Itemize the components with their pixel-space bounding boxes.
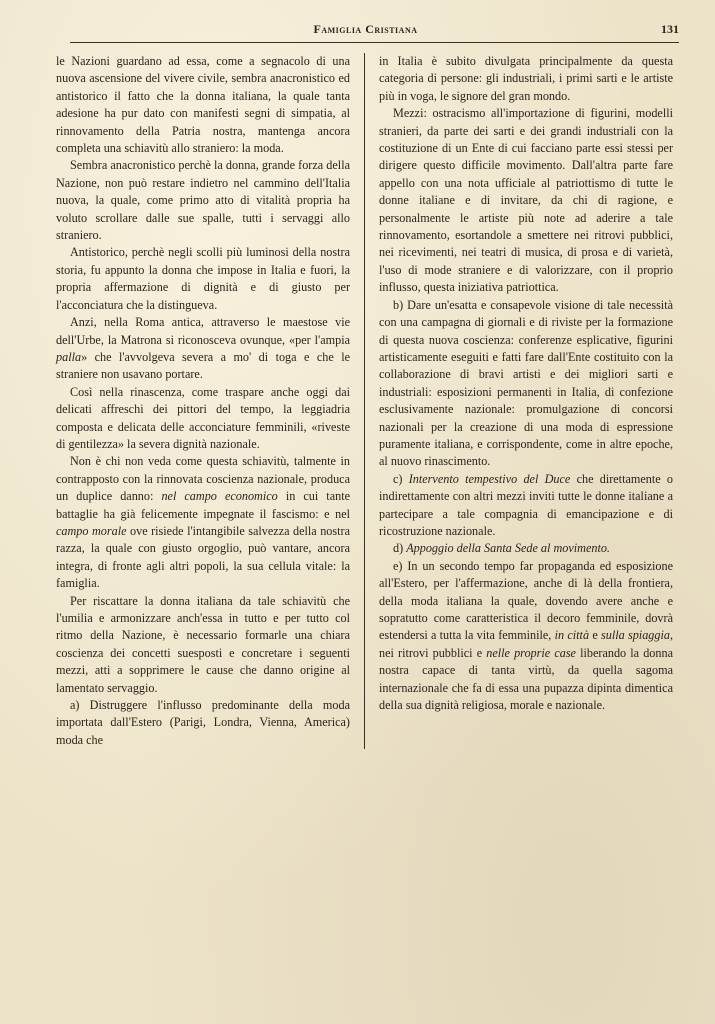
paragraph xyxy=(56,453,350,592)
italic-term: nelle proprie case xyxy=(486,645,576,660)
paragraph: a) Distruggere l'influsso predominante della moda importata dall'Estero (Parigi, Londra, Vienna, America) moda che xyxy=(56,698,350,747)
page-header xyxy=(70,22,679,43)
text-run: Anzi, nella Roma antica, attraverso le maestose vie dell'Urbe, la Matrona si riconosceva ovunque, «per l'ampia xyxy=(56,315,350,347)
paragraph xyxy=(379,558,673,715)
text-run: » che l'avvolgeva severa a mo' di toga e che le straniere non usavano portare. xyxy=(56,349,350,382)
italic-term: nel campo economico xyxy=(161,489,278,504)
paragraph xyxy=(379,540,673,557)
paragraph: Per riscattare la donna italiana da tale schiavitù che l'umilia e armonizzare anch'essa in tutto e per tutto col ritmo della Nazione, è necessario formarle una chiara coscienza dei concetti suesposti e concretare i seguenti mezzi, atti a sopprimere le cause che danno origine al lamentato servaggio. xyxy=(56,593,350,695)
paragraph: le Nazioni guardano ad essa, come a segnacolo di una nuova ascensione del vivere civile, sembra anacronistico ed antistorico il fatto che la donna italiana, la quale tanta adesione ha pur dato con manifesti segni di simpatia, al rinnovamento della Patria nostra, mantenga ancora completa una schiavitù allo straniero: la moda. xyxy=(56,54,350,156)
italic-term: palla xyxy=(56,349,82,364)
italic-term: Appoggio della Santa Sede al movimento. xyxy=(406,541,610,556)
right-column xyxy=(364,53,673,749)
running-title: Famiglia Cristiana xyxy=(313,22,418,36)
paragraph: Mezzi: ostracismo all'importazione di figurini, modelli stranieri, da parte dei sarti e dei grandi industriali con la costituzione di un Ente di cui facciano parte essi stessi per dirigere questo difficile movimento. Dall'altra parte fare appello con una nota ufficiale al patriottismo di tutte le donne italiane e di invitare, da chi di ragione, e personalmente le artiste più note ad aderire a tale rinnovamento, esortandole a smettere nei ritrovi pubblici, nei ricevimenti, nei teatri di musica, di prosa e di varietà, l'uso di mode straniere e di valorizzare, con il proprio influsso, questa iniziativa patriottica. xyxy=(379,106,673,295)
text-run: c) xyxy=(393,471,409,486)
italic-term: campo morale xyxy=(56,523,127,538)
text-run: ove risiede l'intangibile salvezza della nostra razza, la quale con giusto orgoglio, può vantare, ancora integra, di fronte agli altri popoli, la sua cellula vitale: la famiglia. xyxy=(56,523,350,591)
text-run: e xyxy=(589,628,601,643)
text-columns xyxy=(56,53,679,749)
text-run: d) xyxy=(393,541,407,556)
paragraph: Sembra anacronistico perchè la donna, grande forza della Nazione, non può restare indietro nel cammino dell'Italia nuova, la quale, come primo atto di vitalità propria ha voluto scrollare dalle sue spalle, tutti i servaggi allo straniero. xyxy=(56,158,350,243)
text-run: , nei ritrovi pubblici e xyxy=(379,628,674,660)
italic-term: sulla spiaggia xyxy=(601,628,670,643)
page-number: 131 xyxy=(661,22,679,36)
paragraph: Così nella rinascenza, come traspare anche oggi dai delicati affreschi dei pittori del tempo, la leggiadria composta e delicata delle acconciature femminili, «riveste di gentilezza» la severa dignità nazionale. xyxy=(56,384,350,451)
left-column xyxy=(56,53,364,749)
paragraph xyxy=(56,314,350,384)
paragraph: in Italia è subito divulgata principalmente da questa categoria di persone: gli industriali, i primi sarti e le artiste più in voga, le signore del gran mondo. xyxy=(379,54,673,103)
italic-term: in città xyxy=(554,628,590,643)
paragraph: b) Dare un'esatta e consapevole visione di tale necessità con una campagna di giornali e di riviste per la formazione di questa nuova coscienza: conferenze esplicative, figurini artisticamente eseguiti e fatti fare dall'Ente costituito con la collaborazione di bravi artisti e dei migliori sarti e industriali: esposizioni permanenti in Italia, di confezione esclusivamente nazionale: promulgazione di concorsi nazionali per la creazione di una moda di espressione puramente italiana, e corrispondente, come in altre epoche, al nuovo rinascimento. xyxy=(379,297,673,469)
text-run: che direttamente o indirettamente con altri mezzi inviti tutte le donne italiane a partecipare a tale compagnia di emancipazione e di ricostruzione nazionale. xyxy=(379,471,673,538)
text-run: Non è chi non veda come questa schiavitù, talmente in contrapposto con la rinnovata coscienza nazionale, produca un duplice danno: xyxy=(56,454,350,504)
text-run: e) In un secondo tempo far propaganda ed esposizione all'Estero, per l'affermazione, anche di là della frontiera, della moda italiana la quale, dovendo avere anche e sopratutto come caratteristica il decoro femminile, dovrà estendersi a tutta la vita femminile, xyxy=(379,558,673,643)
italic-term: Intervento tempestivo del Duce xyxy=(408,471,571,486)
paragraph xyxy=(379,471,673,541)
text-run: in cui tante battaglie ha già felicemente impegnate il fascismo: e nel xyxy=(56,489,350,521)
paragraph: Antistorico, perchè negli scolli più luminosi della nostra storia, fu appunto la donna che impose in Italia e fuori, la propria affermazione di dignità e di giusto per l'acconciatura che la distingueva. xyxy=(56,245,350,312)
text-run: liberando la donna nostra capace di tanta virtù, da quella sagoma internazionale che fa di essa una pupazza dipinta dimentica della sua dignità religiosa, morale e nazionale. xyxy=(379,645,673,713)
